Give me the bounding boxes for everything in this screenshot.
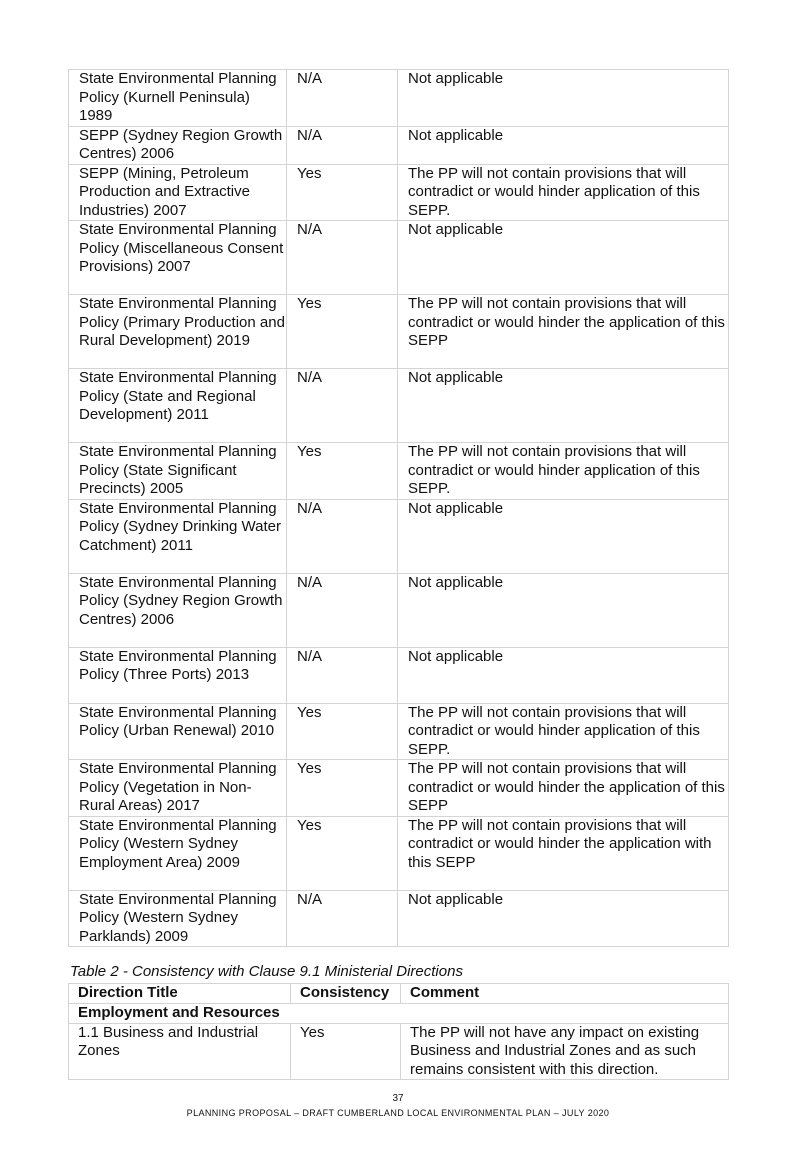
comment-cell: Not applicable	[398, 70, 729, 127]
comment-cell: The PP will not have any impact on existing Business and Industrial Zones and as such remains consistent with this direction.	[401, 1023, 729, 1080]
column-header-consistency: Consistency	[291, 984, 401, 1004]
applicability-cell: N/A	[287, 890, 398, 947]
comment-cell: Not applicable	[398, 647, 729, 703]
table-row	[69, 221, 729, 295]
comment-cell: The PP will not contain provisions that will contradict or would hinder application of this SEPP.	[398, 703, 729, 760]
comment-cell: Not applicable	[398, 126, 729, 164]
instrument-cell: State Environmental Planning Policy (Miscellaneous Consent Provisions) 2007	[69, 221, 287, 295]
sepp-consistency-table	[68, 69, 729, 947]
instrument-cell: State Environmental Planning Policy (Three Ports) 2013	[69, 647, 287, 703]
column-header-direction: Direction Title	[69, 984, 291, 1004]
applicability-cell: Yes	[287, 164, 398, 221]
table-row	[69, 70, 729, 127]
table-caption: Table 2 - Consistency with Clause 9.1 Ministerial Directions	[70, 963, 463, 980]
comment-cell: The PP will not contain provisions that will contradict or would hinder the application with this SEPP	[398, 816, 729, 890]
page-number: 37	[392, 1093, 404, 1104]
comment-cell: Not applicable	[398, 221, 729, 295]
instrument-cell: State Environmental Planning Policy (Urban Renewal) 2010	[69, 703, 287, 760]
applicability-cell: N/A	[287, 221, 398, 295]
applicability-cell: N/A	[287, 499, 398, 573]
applicability-cell: N/A	[287, 126, 398, 164]
instrument-cell: SEPP (Sydney Region Growth Centres) 2006	[69, 126, 287, 164]
applicability-cell: Yes	[287, 443, 398, 500]
direction-cell: 1.1 Business and Industrial Zones	[69, 1023, 291, 1080]
column-header-comment: Comment	[401, 984, 729, 1004]
comment-cell: The PP will not contain provisions that will contradict or would hinder application of this SEPP.	[398, 164, 729, 221]
table-row	[69, 126, 729, 164]
table-row	[69, 760, 729, 817]
table-row	[69, 369, 729, 443]
instrument-cell: State Environmental Planning Policy (Western Sydney Parklands) 2009	[69, 890, 287, 947]
table-row	[69, 443, 729, 500]
table-row	[69, 164, 729, 221]
instrument-cell: State Environmental Planning Policy (Sydney Drinking Water Catchment) 2011	[69, 499, 287, 573]
instrument-cell: State Environmental Planning Policy (Sydney Region Growth Centres) 2006	[69, 573, 287, 647]
instrument-cell: State Environmental Planning Policy (Vegetation in Non-Rural Areas) 2017	[69, 760, 287, 817]
applicability-cell: Yes	[287, 703, 398, 760]
comment-cell: The PP will not contain provisions that will contradict or would hinder the application of this SEPP	[398, 760, 729, 817]
table-header-row	[69, 984, 729, 1004]
table-row	[69, 295, 729, 369]
table-row	[69, 816, 729, 890]
instrument-cell: State Environmental Planning Policy (Kurnell Peninsula) 1989	[69, 70, 287, 127]
applicability-cell: N/A	[287, 369, 398, 443]
applicability-cell: Yes	[287, 295, 398, 369]
instrument-cell: SEPP (Mining, Petroleum Production and Extractive Industries) 2007	[69, 164, 287, 221]
comment-cell: Not applicable	[398, 369, 729, 443]
table-row	[69, 499, 729, 573]
comment-cell: Not applicable	[398, 890, 729, 947]
applicability-cell: Yes	[287, 816, 398, 890]
applicability-cell: N/A	[287, 647, 398, 703]
page-footer: PLANNING PROPOSAL – DRAFT CUMBERLAND LOCAL ENVIRONMENTAL PLAN – JULY 2020	[186, 1108, 610, 1118]
comment-cell: Not applicable	[398, 499, 729, 573]
table-row	[69, 703, 729, 760]
comment-cell: The PP will not contain provisions that will contradict or would hinder the application of this SEPP	[398, 295, 729, 369]
table-row	[69, 647, 729, 703]
instrument-cell: State Environmental Planning Policy (Western Sydney Employment Area) 2009	[69, 816, 287, 890]
applicability-cell: N/A	[287, 70, 398, 127]
table-row	[69, 890, 729, 947]
applicability-cell: N/A	[287, 573, 398, 647]
comment-cell: Not applicable	[398, 573, 729, 647]
section-title: Employment and Resources	[69, 1004, 729, 1024]
instrument-cell: State Environmental Planning Policy (State and Regional Development) 2011	[69, 369, 287, 443]
consistency-cell: Yes	[291, 1023, 401, 1080]
comment-cell: The PP will not contain provisions that will contradict or would hinder application of this SEPP.	[398, 443, 729, 500]
table-row	[69, 1023, 729, 1080]
ministerial-directions-table	[68, 983, 729, 1080]
table-row	[69, 573, 729, 647]
section-row	[69, 1004, 729, 1024]
applicability-cell: Yes	[287, 760, 398, 817]
instrument-cell: State Environmental Planning Policy (Primary Production and Rural Development) 2019	[69, 295, 287, 369]
instrument-cell: State Environmental Planning Policy (State Significant Precincts) 2005	[69, 443, 287, 500]
